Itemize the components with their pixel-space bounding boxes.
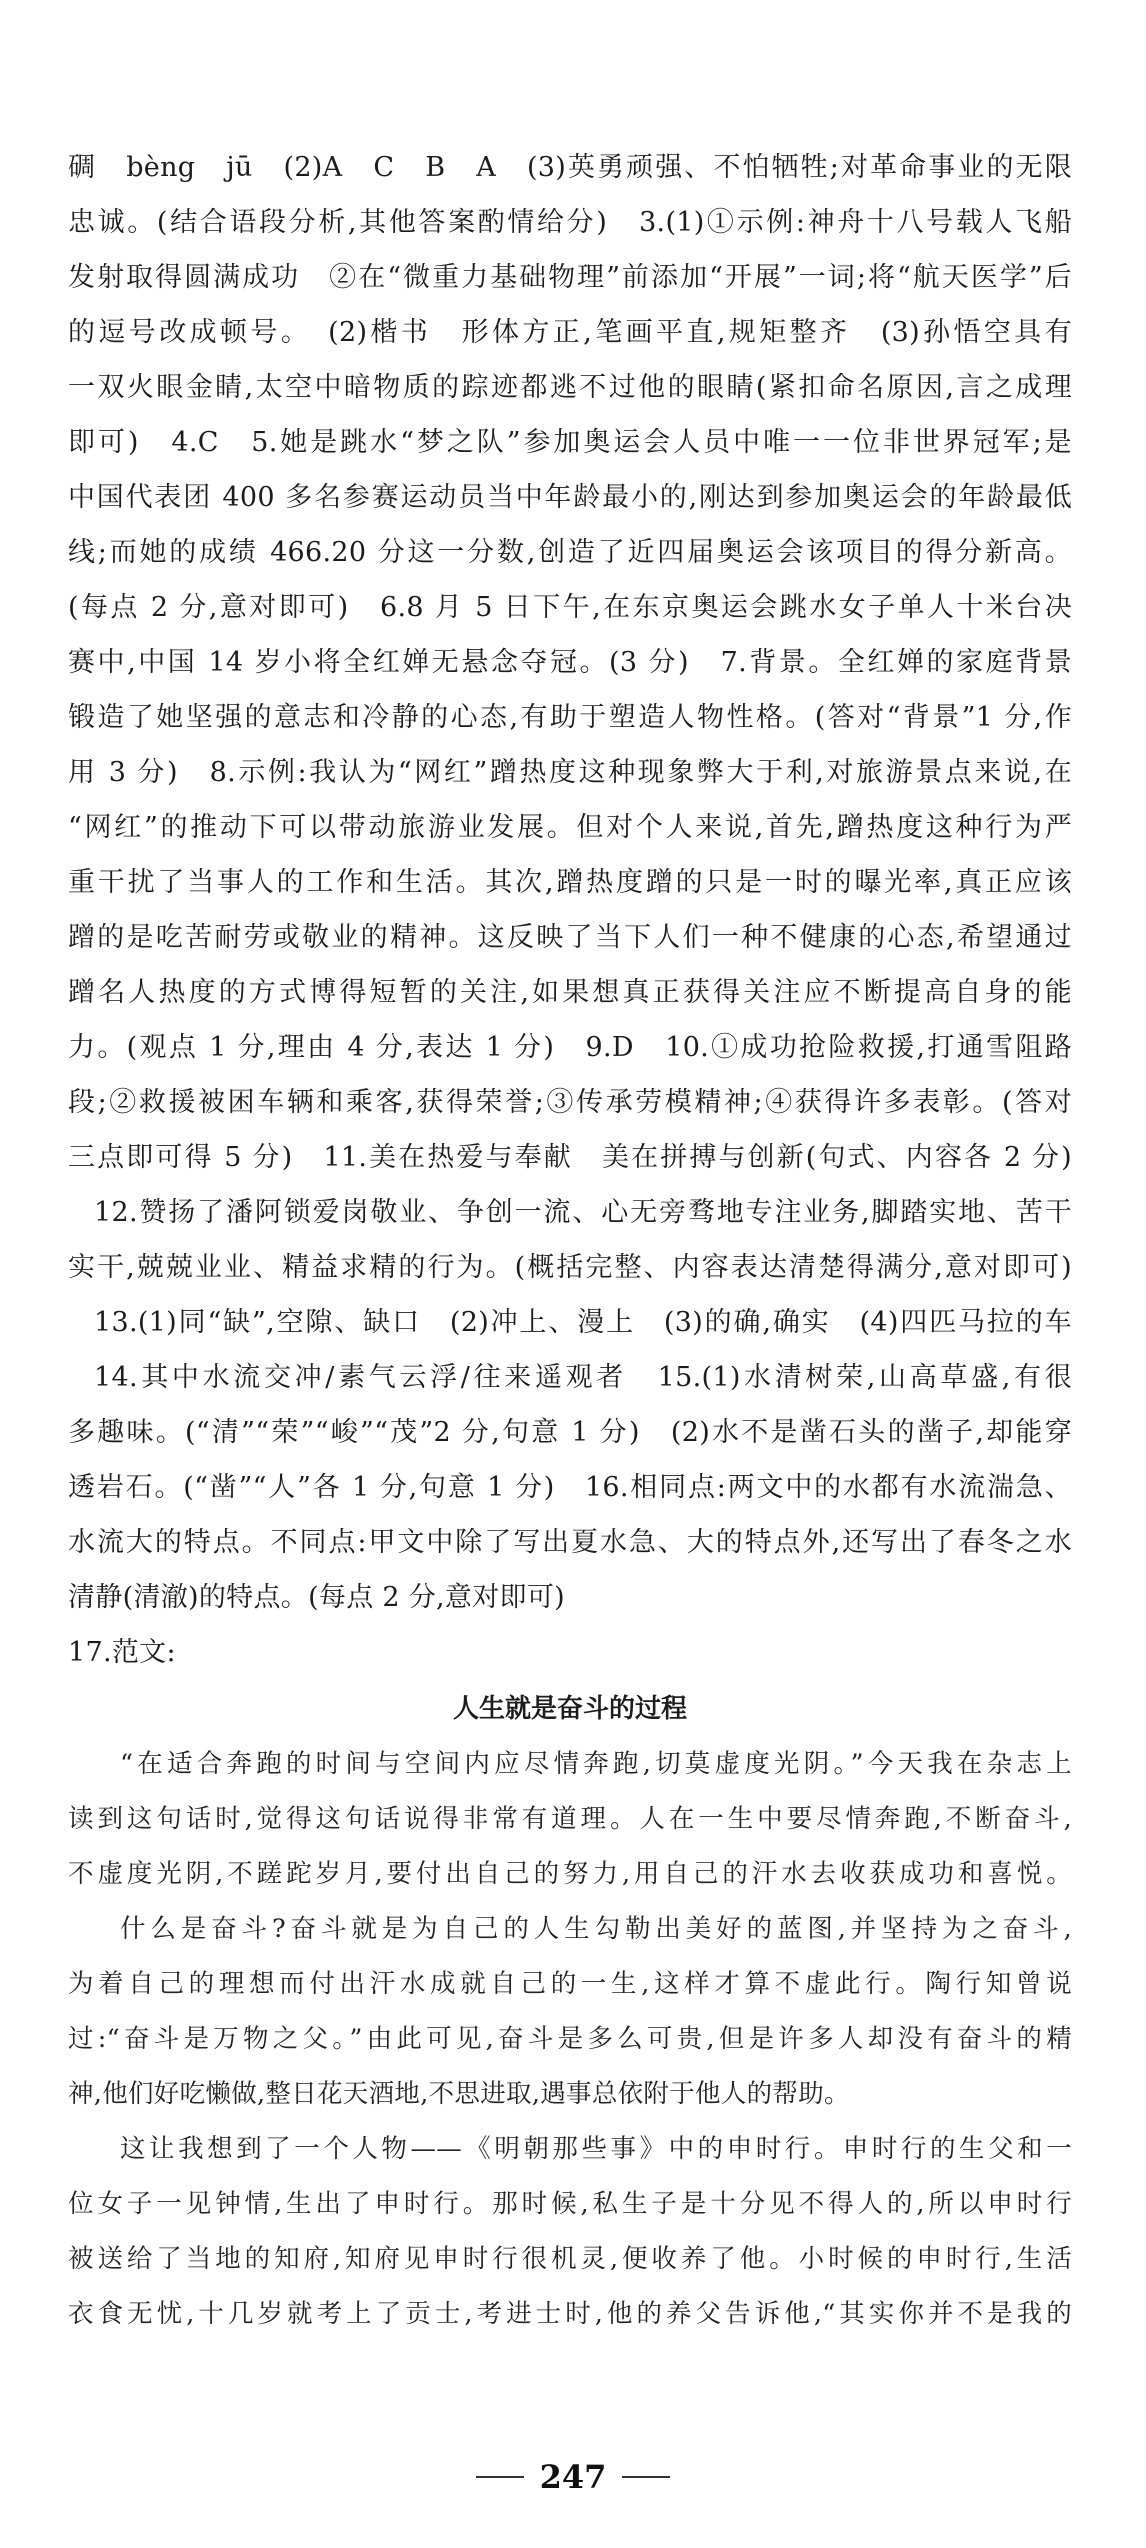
essay-line: 这让我想到了一个人物——《明朝那些事》中的申时行。申时行的生父和一 <box>120 2134 1072 2164</box>
answer-line: 即可) 4.C 5.她是跳水“梦之队”参加奥运会人员中唯一一位非世界冠军;是 <box>68 427 1072 458</box>
answer-line: 多趣味。(“清”“荣”“峻”“茂”2 分,句意 1 分) (2)水不是凿石头的凿子,却能穿 <box>68 1417 1072 1448</box>
essay-line: “在适合奔跑的时间与空间内应尽情奔跑,切莫虚度光阴。”今天我在杂志上 <box>120 1749 1072 1779</box>
essay-line: 衣食无忧,十几岁就考上了贡士,考进士时,他的养父告诉他,“其实你并不是我的 <box>68 2299 1072 2329</box>
answer-line: 用 3 分) 8.示例:我认为“网红”蹭热度这种现象弊大于利,对旅游景点来说,在 <box>68 757 1072 788</box>
answer-line: 13.(1)同“缺”,空隙、缺口 (2)冲上、漫上 (3)的确,确实 (4)四匹马拉的车 <box>94 1307 1072 1338</box>
essay-label: 17.范文: <box>68 1637 176 1668</box>
answer-line: 碉 bèng jū (2)A C B A (3)英勇顽强、不怕牺牲;对革命事业的无限 <box>68 152 1072 183</box>
answer-line: (每点 2 分,意对即可) 6.8 月 5 日下午,在东京奥运会跳水女子单人十米台决 <box>68 592 1072 623</box>
footer-dash-left <box>476 2476 524 2478</box>
footer-dash-right <box>622 2476 670 2478</box>
answer-line: 三点即可得 5 分) 11.美在热爱与奉献 美在拼搏与创新(句式、内容各 2 分) <box>68 1142 1072 1173</box>
answers-block <box>68 140 1072 1680</box>
answer-line: 实干,兢兢业业、精益求精的行为。(概括完整、内容表达清楚得满分,意对即可) <box>68 1252 1072 1283</box>
answer-line: 重干扰了当事人的工作和生活。其次,蹭热度蹭的只是一时的曝光率,真正应该 <box>68 867 1072 898</box>
answer-line: 清静(清澈)的特点。(每点 2 分,意对即可) <box>68 1582 565 1613</box>
answer-line: 蹭的是吃苦耐劳或敬业的精神。这反映了当下人们一种不健康的心态,希望通过 <box>68 922 1072 953</box>
answer-line: 忠诚。(结合语段分析,其他答案酌情给分) 3.(1)①示例:神舟十八号载人飞船 <box>68 207 1072 238</box>
essay-line: 读到这句话时,觉得这句话说得非常有道理。人在一生中要尽情奔跑,不断奋斗, <box>68 1804 1072 1834</box>
answer-line: 12.赞扬了潘阿锁爱岗敬业、争创一流、心无旁骛地专注业务,脚踏实地、苦干 <box>94 1197 1072 1228</box>
page-footer <box>0 2458 1146 2496</box>
essay-title: 人生就是奋斗的过程 <box>452 1694 687 1724</box>
answer-line: 14.其中水流交冲/素气云浮/往来遥观者 15.(1)水清树荣,山高草盛,有很 <box>94 1362 1072 1393</box>
page-number: 247 <box>539 2458 607 2496</box>
answer-line: 发射取得圆满成功 ②在“微重力基础物理”前添加“开展”一词;将“航天医学”后 <box>68 262 1072 293</box>
essay-line: 什么是奋斗?奋斗就是为自己的人生勾勒出美好的蓝图,并坚持为之奋斗, <box>120 1914 1072 1944</box>
essay-line: 位女子一见钟情,生出了申时行。那时候,私生子是十分见不得人的,所以申时行 <box>68 2189 1072 2219</box>
answer-line: 锻造了她坚强的意志和冷静的心态,有助于塑造人物性格。(答对“背景”1 分,作 <box>68 702 1072 733</box>
answer-line: 中国代表团 400 多名参赛运动员当中年龄最小的,刚达到参加奥运会的年龄最低 <box>68 482 1072 513</box>
essay-line: 为着自己的理想而付出汗水成就自己的一生,这样才算不虚此行。陶行知曾说 <box>68 1969 1072 1999</box>
answer-line: 赛中,中国 14 岁小将全红婵无悬念夺冠。(3 分) 7.背景。全红婵的家庭背景 <box>68 647 1072 678</box>
answer-page <box>68 140 1072 2342</box>
essay-line: 神,他们好吃懒做,整日花天酒地,不思进取,遇事总依附于他人的帮助。 <box>68 2079 850 2109</box>
answer-line: 一双火眼金睛,太空中暗物质的踪迹都逃不过他的眼睛(紧扣命名原因,言之成理 <box>68 372 1072 403</box>
answer-line: 水流大的特点。不同点:甲文中除了写出夏水急、大的特点外,还写出了春冬之水 <box>68 1527 1072 1558</box>
answer-line: 线;而她的成绩 466.20 分这一分数,创造了近四届奥运会该项目的得分新高。 <box>68 537 1072 568</box>
answer-line: 段;②救援被困车辆和乘客,获得荣誉;③传承劳模精神;④获得许多表彰。(答对 <box>68 1087 1072 1118</box>
essay-line: 被送给了当地的知府,知府见申时行很机灵,便收养了他。小时候的申时行,生活 <box>68 2244 1072 2274</box>
answer-line: 力。(观点 1 分,理由 4 分,表达 1 分) 9.D 10.①成功抢险救援,打通雪阻路 <box>68 1032 1072 1063</box>
answer-line: 蹭名人热度的方式博得短暂的关注,如果想真正获得关注应不断提高自身的能 <box>68 977 1072 1008</box>
answer-line: 的逗号改成顿号。 (2)楷书 形体方正,笔画平直,规矩整齐 (3)孙悟空具有 <box>68 317 1072 348</box>
answer-line: “网红”的推动下可以带动旅游业发展。但对个人来说,首先,蹭热度这种行为严 <box>68 812 1072 843</box>
essay-body <box>68 1737 1072 2342</box>
essay-line: 过:“奋斗是万物之父。”由此可见,奋斗是多么可贵,但是许多人却没有奋斗的精 <box>68 2024 1072 2054</box>
essay-line: 不虚度光阴,不蹉跎岁月,要付出自己的努力,用自己的汗水去收获成功和喜悦。 <box>68 1859 1072 1889</box>
answer-line: 透岩石。(“凿”“人”各 1 分,句意 1 分) 16.相同点:两文中的水都有水流湍急、 <box>68 1472 1072 1503</box>
